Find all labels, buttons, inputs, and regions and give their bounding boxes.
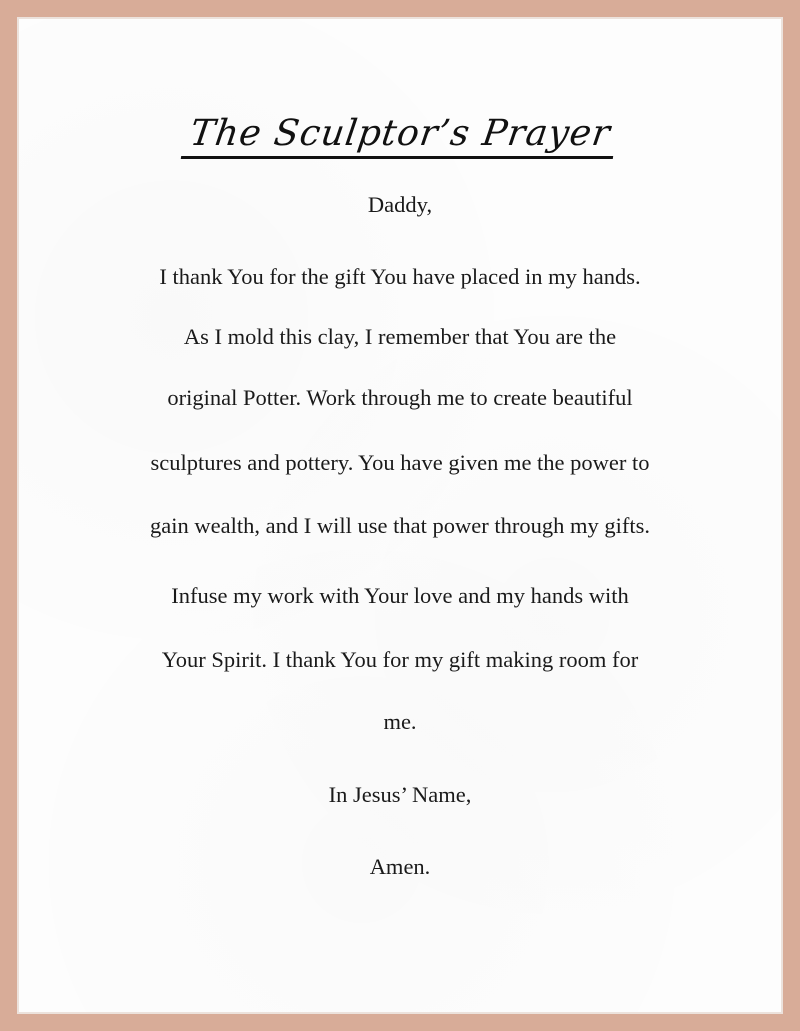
body-line: gain wealth, and I will use that power through my gifts. [150, 513, 650, 538]
amen-line: Amen. [369, 854, 431, 879]
body-line: Infuse my work with Your love and my hands with [171, 583, 629, 608]
body-line: me. [383, 709, 417, 734]
body-line: sculptures and pottery. You have given me the power to [150, 450, 650, 475]
body-line: original Potter. Work through me to create beautiful [167, 385, 633, 410]
prayer-document [19, 19, 781, 1012]
body-line: Your Spirit. I thank You for my gift making room for [161, 647, 639, 672]
document-title [19, 113, 781, 159]
body-line: I thank You for the gift You have placed in my hands. [159, 264, 641, 289]
closing-line: In Jesus’ Name, [328, 782, 472, 807]
title-text: The Sculptor’s Prayer [181, 113, 619, 159]
salutation: Daddy, [367, 192, 433, 217]
body-line: As I mold this clay, I remember that You are the [183, 324, 617, 349]
